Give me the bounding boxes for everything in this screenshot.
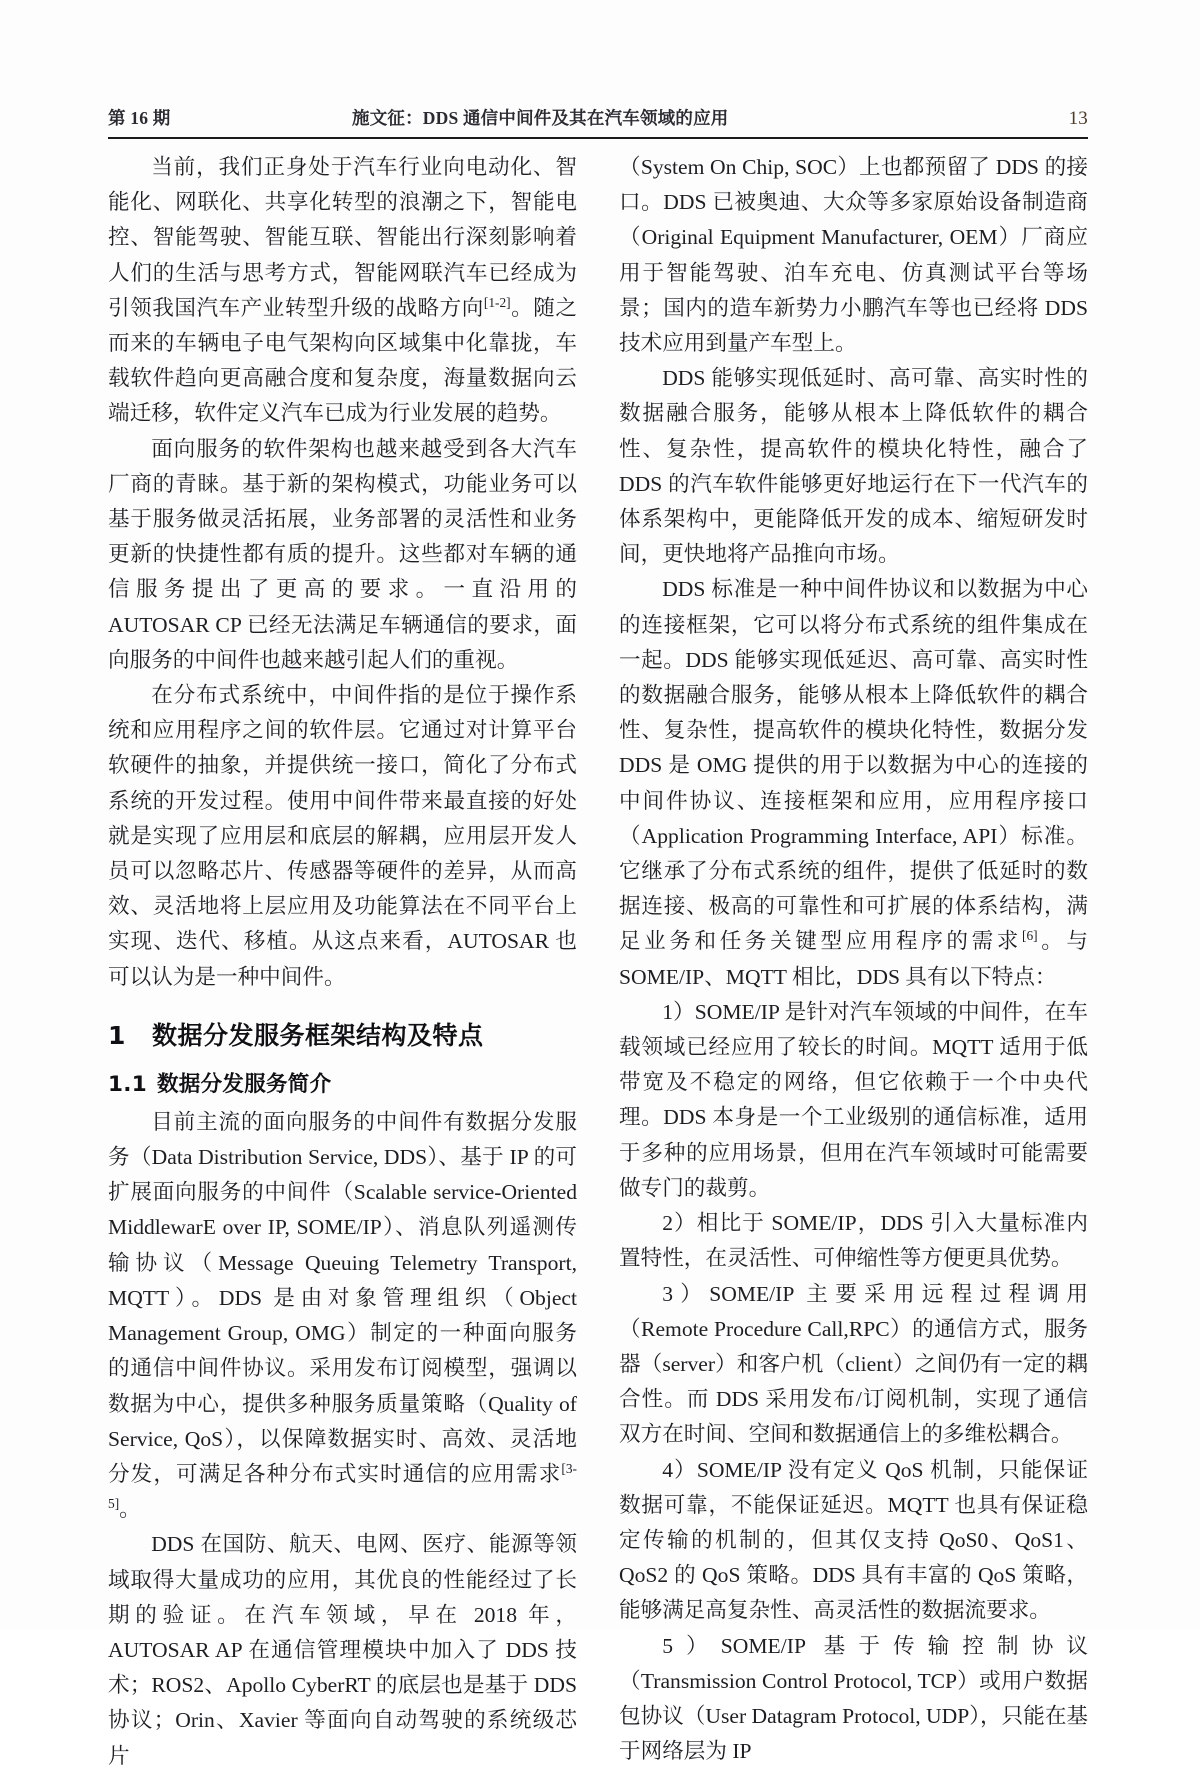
paragraph: 目前主流的面向服务的中间件有数据分发服务（Data Distribution Service, DDS）、基于 IP 的可扩展面向服务的中间件（Scalable service-Oriented MiddlewarE over IP, SOME/IP）、消息队列遥测传输协议（Message Queuing Telemetry Transport, MQTT）。DDS 是由对象管理组织（Object Management Group, OMG）制定的一种面向服务的通信中间件协议。采用发布订阅模型，强调以数据为中心，提供多种服务质量策略（Quality of Service, QoS），以保障数据实时、高效、灵活地分发，可满足各种分布式实时通信的应用需求[3-5]。 xyxy=(108,1109,577,1522)
subsection-heading-label: 数据分发服务简介 xyxy=(157,1071,332,1097)
section-heading-label: 数据分发服务框架结构及特点 xyxy=(152,1020,484,1050)
two-column-body xyxy=(108,150,1089,1768)
subsection-number: 1.1 xyxy=(108,1071,147,1097)
section-number: 1 xyxy=(108,1020,126,1050)
paragraph: 在分布式系统中，中间件指的是位于操作系统和应用程序之间的软件层。它通过对计算平台软硬件的抽象，并提供统一接口，简化了分布式系统的开发过程。使用中间件带来最直接的好处就是实现了应用层和底层的解耦，应用层开发人员可以忽略芯片、传感器等硬件的差异，从而高效、灵活地将上层应用及功能算法在不同平台上实现、迭代、移植。从这点来看，AUTOSAR 也可以认为是一种中间件。 xyxy=(108,683,577,989)
header-divider xyxy=(108,137,1088,139)
left-column xyxy=(108,150,577,1768)
running-head xyxy=(108,96,1088,130)
paragraph: DDS 能够实现低延时、高可靠、高实时性的数据融合服务，能够从根本上降低软件的耦合性、复杂性，提高软件的模块化特性，融合了 DDS 的汽车软件能够更好地运行在下一代汽车的体系架构中，更能降低开发的成本、缩短研发时间，更快地将产品推向市场。 xyxy=(619,366,1088,567)
list-item: 2）相比于 SOME/IP，DDS 引入大量标准内置特性，在灵活性、可伸缩性等方便更具优势。 xyxy=(619,1211,1088,1271)
running-head-title: 施文征：DDS 通信中间件及其在汽车领域的应用 xyxy=(352,108,729,128)
list-item: 4）SOME/IP 没有定义 QoS 机制，只能保证数据可靠，不能保证延迟。MQTT 也具有保证稳定传输的机制的，但其仅支持 QoS0、QoS1、QoS2 的 QoS 策略。DDS 具有丰富的 QoS 策略，能够满足高复杂性、高灵活性的数据流要求。 xyxy=(619,1457,1088,1623)
section-heading xyxy=(108,1017,577,1055)
page-number: 13 xyxy=(1068,108,1088,129)
paragraph: DDS 标准是一种中间件协议和以数据为中心的连接框架，它可以将分布式系统的组件集成在一起。DDS 能够实现低延迟、高可靠、高实时性的数据融合服务，能够从根本上降低软件的耦合性、复杂性，提高软件的模块化特性，数据分发 DDS 是 OMG 提供的用于以数据为中心的连接的中间件协议、连接框架和应用，应用程序接口（Application Programming Interface, API）标准。它继承了分布式系统的组件，提供了低延时的数据连接、极高的可靠性和可扩展的体系结构，满足业务和任务关键型应用程序的需求[6]。与 SOME/IP、MQTT 相比，DDS 具有以下特点： xyxy=(619,577,1088,989)
right-column xyxy=(619,150,1089,1764)
paragraph: 面向服务的软件架构也越来越受到各大汽车厂商的青睐。基于新的架构模式，功能业务可以基于服务做灵活拓展，业务部署的灵活性和业务更新的快捷性都有质的提升。这些都对车辆的通信服务提出了更高的要求。一直沿用的 AUTOSAR CP 已经无法满足车辆通信的要求，面向服务的中间件也越来越引起人们的重视。 xyxy=(108,436,577,672)
paragraph: 当前，我们正身处于汽车行业向电动化、智能化、网联化、共享化转型的浪潮之下，智能电控、智能驾驶、智能互联、智能出行深刻影响着人们的生活与思考方式，智能网联汽车已经成为引领我国汽车产业转型升级的战略方向[1-2]。随之而来的车辆电子电气架构向区域集中化靠拢，车载软件趋向更高融合度和复杂度，海量数据向云端迁移，软件定义汽车已成为行业发展的趋势。 xyxy=(108,155,577,426)
paragraph: （System On Chip, SOC）上也都预留了 DDS 的接口。DDS 已被奥迪、大众等多家原始设备制造商（Original Equipment Manufacturer, OEM）厂商应用于智能驾驶、泊车充电、仿真测试平台等场景；国内的造车新势力小鹏汽车等也已经将 DDS 技术应用到量产车型上。 xyxy=(619,155,1088,356)
list-item: 1）SOME/IP 是针对汽车领域的中间件，在车载领域已经应用了较长的时间。MQTT 适用于低带宽及不稳定的网络，但它依赖于一个中央代理。DDS 本身是一个工业级别的通信标准，适用于多种的应用场景，但用在汽车领域时可能需要做专门的裁剪。 xyxy=(619,999,1088,1200)
citation-marker: [1-2] xyxy=(483,294,511,310)
paragraph: DDS 在国防、航天、电网、医疗、能源等领域取得大量成功的应用，其优良的性能经过了长期的验证。在汽车领域，早在 2018 年，AUTOSAR AP 在通信管理模块中加入了 DDS 技术；ROS2、Apollo CyberRT 的底层也是基于 DDS 协议；Orin、Xavier 等面向自动驾驶的系统级芯片 xyxy=(108,1532,577,1768)
list-item: 3）SOME/IP 主要采用远程过程调用（Remote Procedure Call,RPC）的通信方式，服务器（server）和客户机（client）之间仍有一定的耦合性。而 DDS 采用发布/订阅机制，实现了通信双方在时间、空间和数据通信上的多维松耦合。 xyxy=(619,1281,1088,1447)
list-item: 5）SOME/IP 基于传输控制协议（Transmission Control Protocol, TCP）或用户数据包协议（User Datagram Protocol, UDP），只能在基于网络层为 IP xyxy=(619,1633,1089,1764)
subsection-heading xyxy=(108,1069,577,1101)
running-head-issue: 第 16 期 xyxy=(108,108,171,128)
citation-marker: [6] xyxy=(1022,928,1038,944)
citation-marker: [3-5] xyxy=(108,1460,577,1511)
